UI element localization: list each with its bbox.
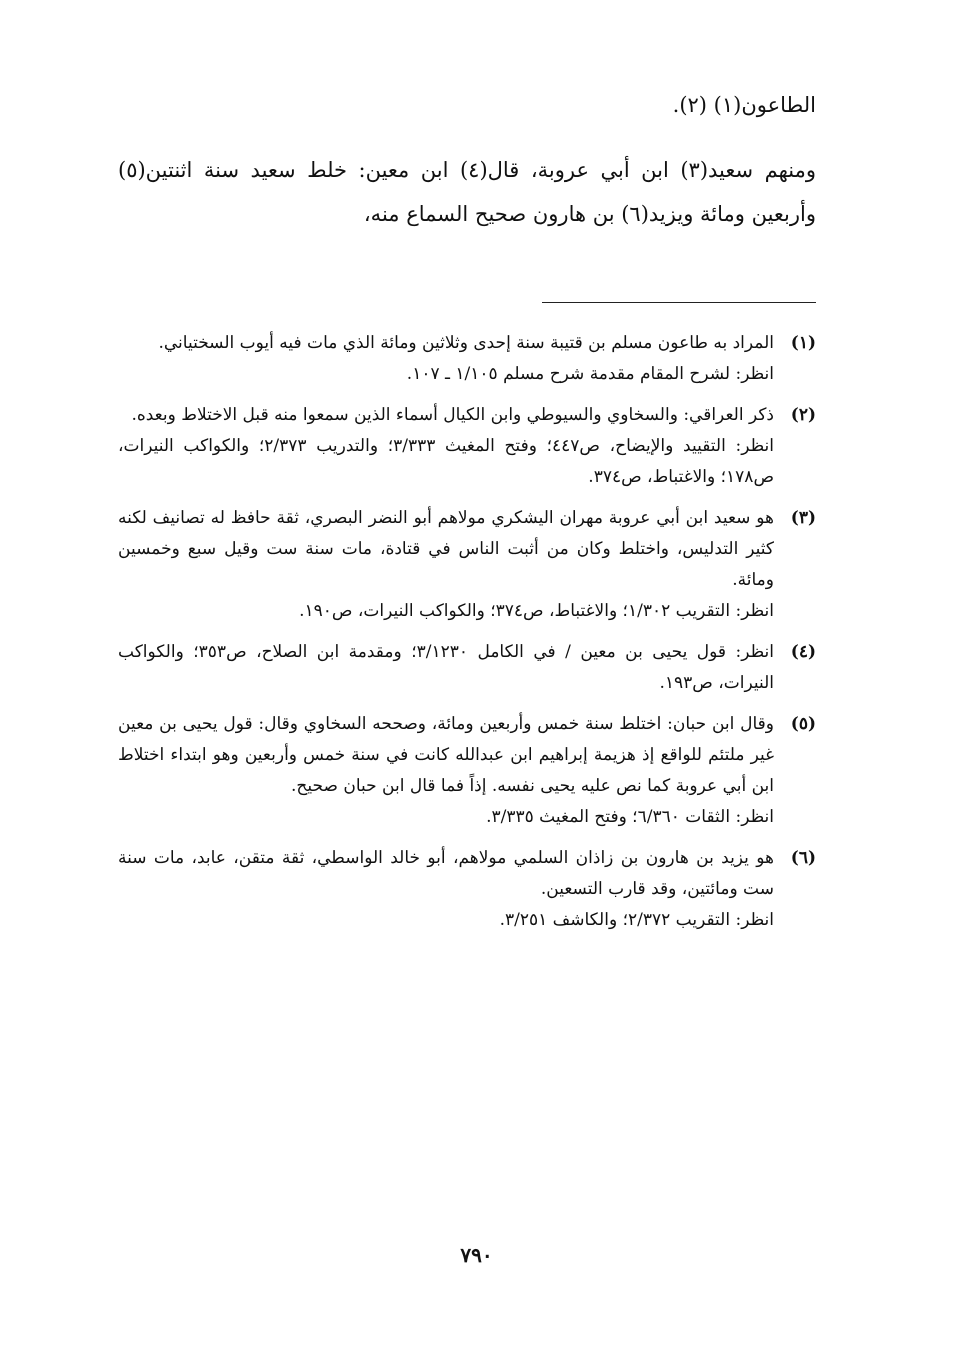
footnote-4 xyxy=(118,637,816,699)
footnote-reference: انظر: التقييد والإيضاح، ص٤٤٧؛ وفتح المغيث ٣/٣٣٣؛ والتدريب ٢/٣٧٣؛ والكواكب النيرات، ص١٧٨؛ والاغتباط، ص٣٧٤. xyxy=(118,436,775,487)
footnote-body xyxy=(118,843,774,936)
footnote-number: (١) xyxy=(790,333,816,353)
footnote-text: هو سعيد ابن أبي عروبة مهران اليشكري مولاهم أبو النضر البصري، ثقة حافظ له تصانيف لكنه كثير التدليس، واختلط وكان من أثبت الناس في قتادة، مات سنة ست وقيل سبع وخمسين ومائة. xyxy=(118,508,774,590)
footnote-number: (٢) xyxy=(790,405,816,425)
footnote-6 xyxy=(118,843,816,936)
footnote-body xyxy=(118,328,774,390)
footnote-body xyxy=(118,400,774,493)
heading-line: الطاعون(١) (٢). xyxy=(672,93,816,117)
footnote-text: المراد به طاعون مسلم بن قتيبة سنة إحدى وثلاثين ومائة الذي مات فيه أيوب السختياني. xyxy=(158,333,774,353)
footnote-divider xyxy=(542,302,816,303)
footnote-text: وقال ابن حبان: اختلط سنة خمس وأربعين ومائة، وصححه السخاوي وقال: قول يحيى بن معين غير ملتئم للواقع إذ هزيمة إبراهيم ابن عبدالله كانت في سنة خمس وأربعين وهو ابتداء اختلاط ابن أبي عروبة كما نص عليه يحيى نفسه. إذاً فما قال ابن حبان صحيح. xyxy=(118,714,774,796)
footnote-2 xyxy=(118,400,816,493)
footnotes-section xyxy=(118,328,816,946)
footnote-body xyxy=(118,503,774,627)
footnote-number: (٤) xyxy=(790,642,816,662)
footnote-reference: انظر: التقريب ١/٣٠٢؛ والاغتباط، ص٣٧٤؛ والكواكب النيرات، ص١٩٠. xyxy=(299,601,774,621)
page-number: ٧٩٠ xyxy=(460,1243,493,1267)
main-text-block xyxy=(118,88,816,236)
footnote-reference: انظر: التقريب ٢/٣٧٢؛ والكاشف ٣/٢٥١. xyxy=(499,910,774,930)
footnote-text: هو يزيد بن هارون بن زاذان السلمي مولاهم، أبو خالد الواسطي، ثقة متقن، عابد، مات سنة ست ومائتين، وقد قارب التسعين. xyxy=(118,848,774,899)
footnote-body xyxy=(118,709,774,833)
main-paragraph: ومنهم سعيد(٣) ابن أبي عروبة، قال(٤) ابن معين: خلط سعيد سنة اثنتين(٥) وأربعين ومائة ويزيد(٦) بن هارون صحيح السماع منه، xyxy=(118,158,816,226)
footnote-1 xyxy=(118,328,816,390)
footnote-3 xyxy=(118,503,816,627)
footnote-text: ذكر العراقي: والسخاوي والسيوطي وابن الكيال أسماء الذين سمعوا منه قبل الاختلاط وبعده. xyxy=(131,405,774,425)
footnote-5 xyxy=(118,709,816,833)
footnote-text: انظر: قول يحيى بن معين / في الكامل ٣/١٢٣٠؛ ومقدمة ابن الصلاح، ص٣٥٣؛ والكواكب النيرات، ص١٩٣. xyxy=(118,642,774,693)
footnote-reference: انظر: الثقات ٦/٣٦٠؛ وفتح المغيث ٣/٣٣٥. xyxy=(486,807,774,827)
footnote-body xyxy=(118,637,774,699)
footnote-number: (٣) xyxy=(790,508,816,528)
footnote-number: (٦) xyxy=(790,848,816,868)
footnote-number: (٥) xyxy=(790,714,816,734)
footnote-reference: انظر: لشرح المقام مقدمة شرح مسلم ١/١٠٥ ـ ١٠٧. xyxy=(406,364,774,384)
